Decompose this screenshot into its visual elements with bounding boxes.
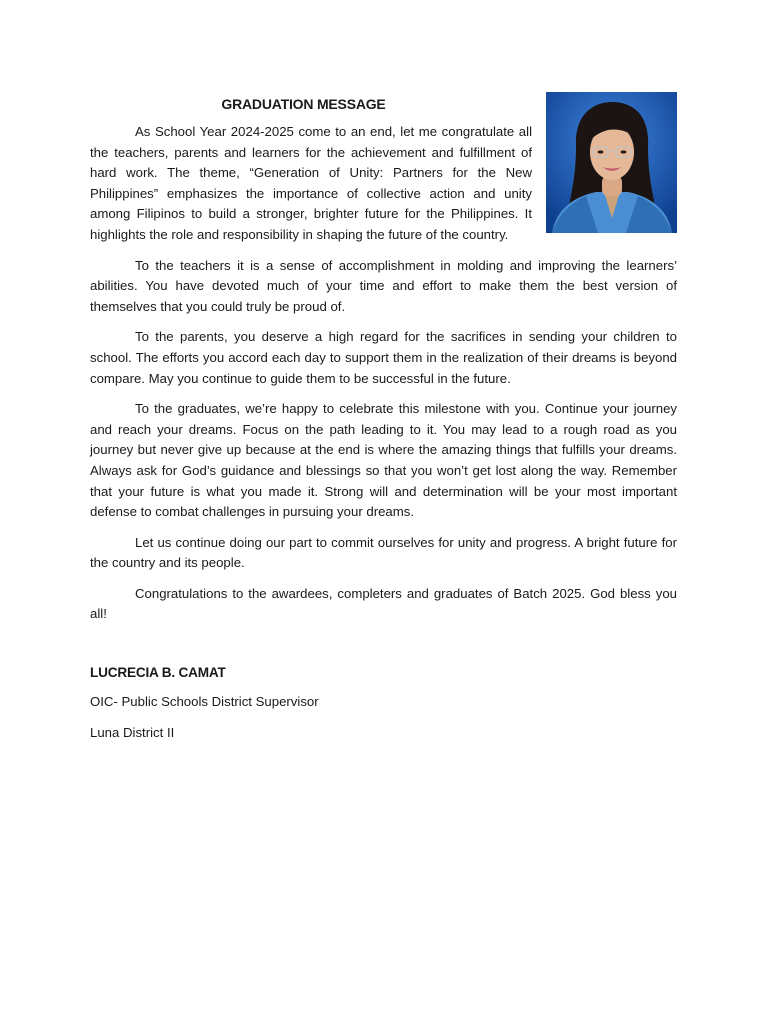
paragraph-teachers: To the teachers it is a sense of accomplishment in molding and improving the learners’ abilities. You have devoted much of your time and effort to make them the best version of themselves that you could truly be proud of. bbox=[90, 257, 677, 314]
portrait-photo bbox=[546, 92, 677, 233]
person-portrait-icon bbox=[546, 92, 677, 233]
signatory-office: Luna District II bbox=[90, 725, 175, 741]
paragraph-intro: As School Year 2024-2025 come to an end, let me congratulate all the teachers, parents and learners for the achievement and fulfillment of hard work. The theme, “Generation of Unity: Partners for the New Philippines” emphasizes the importance of collective action and unity among Filipinos to build a stronger, brighter future for the Philippines. It highlights the role and responsibility in shaping the future of the country. bbox=[90, 124, 532, 242]
signatory-name: LUCRECIA B. CAMAT bbox=[90, 665, 226, 681]
paragraph-congratulations: Congratulations to the awardees, completers and graduates of Batch 2025. God bless you all! bbox=[90, 585, 677, 622]
paragraph-parents: To the parents, you deserve a high regard for the sacrifices in sending your children to school. The efforts you accord each day to support them in the realization of their dreams is beyond compare. May you continue to guide them to be successful in the future. bbox=[90, 329, 677, 386]
paragraph-unity: Let us continue doing our part to commit ourselves for unity and progress. A bright future for the country and its people. bbox=[90, 534, 677, 571]
signatory-position: OIC- Public Schools District Supervisor bbox=[90, 694, 319, 710]
document-page bbox=[90, 92, 677, 754]
paragraph-graduates: To the graduates, we’re happy to celebrate this milestone with you. Continue your journey and reach your dreams. Focus on the path leading to it. You may lead to a rough road as you journey but never give up because at the end is where the amazing things that fulfills your dreams. Always ask for God’s guidance and blessings so that you won’t get lost along the way. Remember that your future is what you made it. Strong will and determination will be your most important defense to combat challenges in pursuing your dreams. bbox=[90, 401, 677, 520]
document-title: GRADUATION MESSAGE bbox=[221, 96, 386, 112]
